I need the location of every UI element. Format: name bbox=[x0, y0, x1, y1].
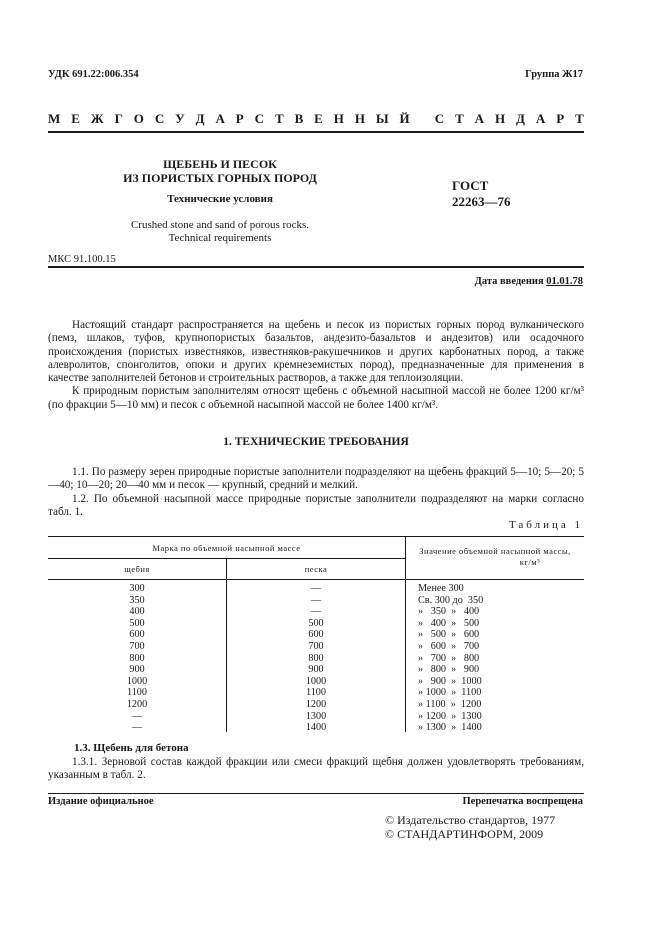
table-head-value-line-1: Значение объемной насыпной массы, bbox=[419, 546, 571, 556]
heading-letter: Д bbox=[516, 111, 525, 126]
copyright-block bbox=[385, 814, 555, 841]
section-1-3-title: 1.3. Щебень для бетона bbox=[74, 742, 189, 754]
table-cell-value: » 500 » 600 bbox=[418, 629, 480, 641]
table-cell-sand: 600 bbox=[308, 629, 324, 641]
table-cell-value: » 900 » 1000 bbox=[418, 675, 482, 687]
group-code: Группа Ж17 bbox=[525, 69, 583, 80]
heading-letter bbox=[421, 111, 424, 127]
heading-letter: Е bbox=[314, 111, 323, 126]
interstate-standard-heading bbox=[48, 111, 584, 127]
section-1-text bbox=[48, 466, 584, 519]
heading-letter: С bbox=[434, 111, 445, 126]
table-cell-stone: 800 bbox=[129, 652, 145, 664]
title-line-1: ЩЕБЕНЬ И ПЕСОК bbox=[163, 157, 277, 171]
heading-letter: А bbox=[215, 111, 225, 126]
table-top-rule bbox=[48, 536, 584, 537]
copyright-line-1: © Издательство стандартов, 1977 bbox=[385, 813, 556, 827]
heading-letter: Н bbox=[494, 111, 506, 126]
mks-code: МКС 91.100.15 bbox=[48, 254, 116, 265]
heading-letter: Е bbox=[71, 111, 80, 126]
gost-label: ГОСТ bbox=[452, 178, 489, 193]
heading-letter: Ы bbox=[375, 111, 389, 126]
heading-letter: Т bbox=[575, 111, 584, 126]
heading-letter: Ж bbox=[90, 111, 104, 126]
heading-letter: С bbox=[254, 111, 265, 126]
heading-letter: А bbox=[474, 111, 485, 126]
table-cell-sand: — bbox=[310, 594, 322, 606]
section-1-title: 1. ТЕХНИЧЕСКИЕ ТРЕБОВАНИЯ bbox=[223, 436, 409, 448]
table-head-value bbox=[406, 546, 584, 568]
table-cell-value: Св. 300 до 350 bbox=[418, 594, 484, 606]
udk-code: УДК 691.22:006.354 bbox=[48, 69, 139, 80]
gost-designation bbox=[452, 178, 511, 210]
table-cell-value: » 1200 » 1300 bbox=[418, 710, 482, 722]
paragraph-1-1: 1.1. По размеру зерен природные пористые заполнители подразделяют на щебень фракций 5—10; 5—20; 5—40; 10—20; 20—40 мм и песок — крупный, средний и мелкий. bbox=[48, 466, 584, 492]
date-value: 01.01.78 bbox=[546, 276, 583, 287]
table-cell-sand: 900 bbox=[308, 664, 324, 676]
heading-letter: Й bbox=[399, 111, 410, 126]
document-title bbox=[100, 157, 340, 185]
table-cell-value: » 700 » 800 bbox=[418, 652, 480, 664]
table-head-value-line-2: кг/м³ bbox=[519, 557, 541, 567]
table-cell-sand: 800 bbox=[308, 652, 324, 664]
heading-letter: Р bbox=[556, 111, 565, 126]
table-cell-value: » 600 » 700 bbox=[418, 640, 480, 652]
table-cell-value: » 1000 » 1100 bbox=[418, 687, 482, 699]
table-cell-sand: 1400 bbox=[305, 722, 327, 734]
table-cell-value: » 1300 » 1400 bbox=[418, 722, 482, 734]
heading-letter: О bbox=[133, 111, 144, 126]
heading-letter: У bbox=[175, 111, 185, 126]
table-cell-stone: 1100 bbox=[127, 687, 147, 699]
heading-letter: Д bbox=[195, 111, 205, 126]
heading-letter: А bbox=[535, 111, 546, 126]
table-cell-value: Менее 300 bbox=[418, 583, 464, 594]
table-cell-stone: 400 bbox=[129, 606, 145, 618]
table-cell-sand: 500 bbox=[308, 617, 324, 629]
table-cell-sand: 1200 bbox=[305, 698, 327, 710]
table-cell-value: » 400 » 500 bbox=[418, 617, 480, 629]
table-cell-value: » 350 » 400 bbox=[418, 606, 480, 618]
english-title-line-2: Technical requirements bbox=[168, 232, 272, 244]
paragraph-1-2: 1.2. По объемной насыпной массе природные пористые заполнители подразделяют на марки согласно табл. 1. bbox=[48, 492, 584, 518]
table-head-sand: песка bbox=[304, 564, 328, 574]
heading-letter: Р bbox=[235, 111, 244, 126]
date-label: Дата введения bbox=[474, 276, 544, 287]
heading-letter: В bbox=[294, 111, 304, 126]
table-cell-value: » 800 » 900 bbox=[418, 664, 480, 676]
table-cell-stone: 1000 bbox=[126, 675, 148, 687]
table-head-stone: щебня bbox=[124, 564, 150, 574]
heading-letter: Т bbox=[274, 111, 284, 126]
table-cell-stone: 500 bbox=[129, 617, 145, 629]
table-column-values bbox=[418, 583, 584, 734]
gost-number: 22263—76 bbox=[452, 194, 511, 209]
table-cell-sand: 1000 bbox=[305, 675, 327, 687]
copyright-line-2: © СТАНДАРТИНФОРМ, 2009 bbox=[385, 826, 544, 841]
table-cell-stone: 1200 bbox=[126, 698, 148, 710]
document-subtitle: Технические условия bbox=[167, 193, 273, 205]
heading-letter: Г bbox=[114, 111, 123, 126]
table-cell-sand: — bbox=[310, 583, 322, 594]
table-cell-stone: 900 bbox=[129, 664, 145, 676]
table-cell-sand: 1300 bbox=[305, 710, 327, 722]
table-header-rule bbox=[48, 579, 584, 580]
table-cell-value: » 1100 » 1200 bbox=[418, 698, 482, 710]
english-title-line-1: Crushed stone and sand of porous rocks. bbox=[130, 219, 310, 231]
section-1-3-text bbox=[48, 756, 584, 783]
heading-letter: Н bbox=[333, 111, 344, 126]
table-cell-stone: 300 bbox=[129, 583, 145, 594]
heading-letter: С bbox=[154, 111, 165, 126]
intro-paragraph-1: Настоящий стандарт распространяется на щебень и песок из пористых горных пород вулканического (пемз, шлаков, туфов, крупнопористых базальтов, андезито-базальтов и андезитов) или осадочного происхождения (пористых известняков, известняков-ракушечников и других карбонатных пород, а также алевролитов, спонголитов, опоки и других кремнеземистых пород), предназначенные для применения в качестве заполнителей бетонов и строительных растворов, а также для теплоизоляции. bbox=[48, 319, 584, 385]
intro-text bbox=[48, 319, 584, 412]
header-rule bbox=[48, 131, 584, 133]
edition-label: Издание официальное bbox=[48, 796, 154, 807]
table-cell-stone: 350 bbox=[129, 594, 145, 606]
heading-letter: Т bbox=[455, 111, 464, 126]
title-line-2: ИЗ ПОРИСТЫХ ГОРНЫХ ПОРОД bbox=[123, 171, 317, 185]
intro-paragraph-2: К природным пористым заполнителям относят щебень с объемной насыпной массой не более 1200 кг/м³ (по фракции 5—10 мм) и песок с объемной насыпной массой не более 1400 кг/м³. bbox=[48, 385, 584, 411]
english-title bbox=[100, 219, 340, 245]
heading-letter: Н bbox=[354, 111, 365, 126]
table-column-sand bbox=[227, 583, 405, 734]
footer-rule bbox=[48, 793, 584, 794]
table-cell-sand: 700 bbox=[308, 640, 324, 652]
table-1 bbox=[48, 536, 584, 732]
table-cell-sand: 1100 bbox=[306, 687, 326, 699]
paragraph-1-3-1: 1.3.1. Зерновой состав каждой фракции или смеси фракций щебня должен удовлетворять требованиям, указанным в табл. 2. bbox=[48, 756, 584, 782]
reprint-label: Перепечатка воспрещена bbox=[462, 796, 583, 807]
title-block-rule bbox=[48, 266, 584, 268]
table-cell-stone: — bbox=[131, 722, 143, 734]
table-cell-stone: — bbox=[131, 710, 143, 722]
table-cell-stone: 700 bbox=[129, 640, 145, 652]
table-cell-sand: — bbox=[310, 606, 322, 618]
table-cell-stone: 600 bbox=[129, 629, 145, 641]
table-1-caption: Таблица 1 bbox=[508, 519, 583, 531]
heading-letter: М bbox=[48, 111, 61, 126]
table-column-stone bbox=[48, 583, 226, 734]
introduction-date bbox=[475, 276, 583, 287]
table-head-group: Марка по объемной насыпной массе bbox=[152, 543, 301, 553]
